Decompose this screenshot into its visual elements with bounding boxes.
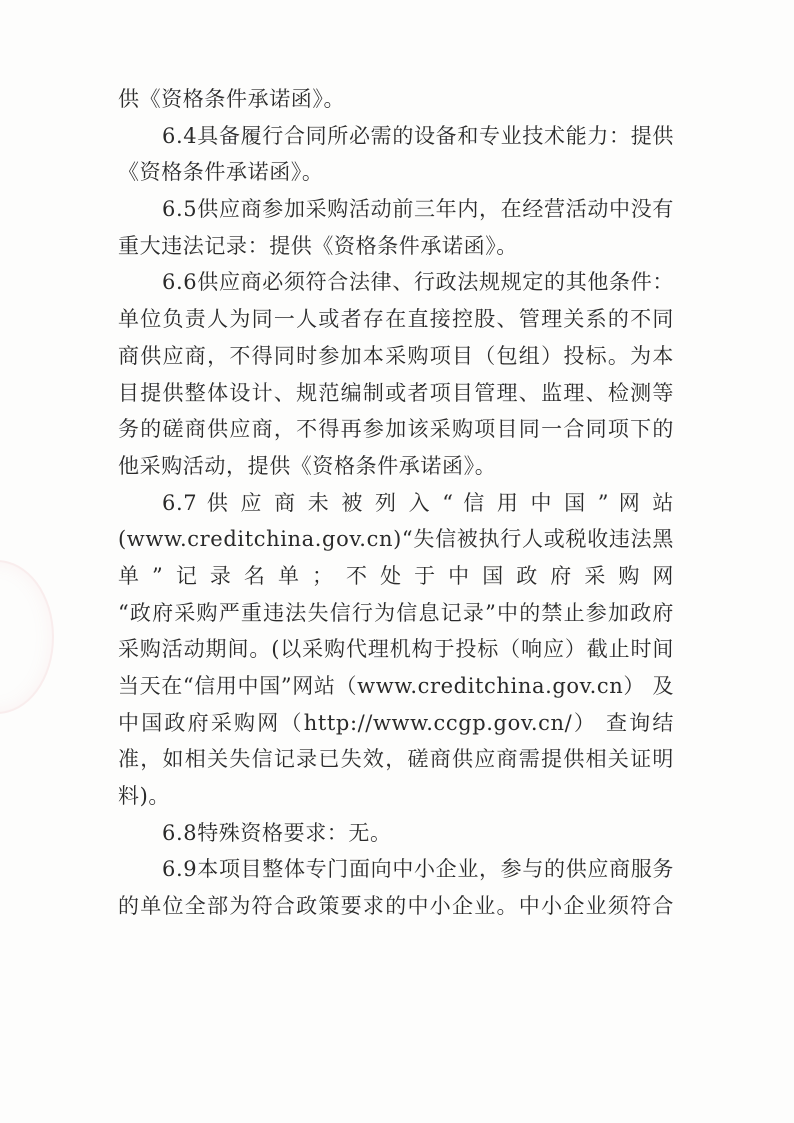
text-line: 中国政府采购网（http://www.ccgp.gov.cn/） 查询结: [118, 710, 674, 735]
text-line: 单”记录名单；不处于中国政府采购网: [118, 563, 674, 588]
text-line: 料)。: [118, 784, 170, 809]
text-line: 务的磋商供应商，不得再参加该采购项目同一合同项下的: [118, 417, 674, 442]
text-line: 供《资格条件承诺函》。: [118, 87, 346, 111]
text-line: “政府采购严重违法失信行为信息记录”中的禁止参加政府: [118, 600, 674, 625]
text-line: 6.9本项目整体专门面向中小企业，参与的供应商服务: [162, 857, 674, 882]
text-line: 6.7 供 应 商 未 被 列 入 “ 信 用 中 国 ” 网 站: [162, 490, 674, 515]
text-line: 单位负责人为同一人或者存在直接控股、管理关系的不同: [118, 307, 674, 332]
text-line: (www.creditchina.gov.cn)“失信被执行人或税收违法黑: [118, 527, 674, 552]
text-line: 目提供整体设计、规范编制或者项目管理、监理、检测等: [118, 380, 674, 405]
text-line: 商供应商，不得同时参加本采购项目（包组）投标。为本: [118, 343, 674, 368]
text-line: 6.8特殊资格要求：无。: [162, 820, 392, 845]
text-line: 6.5供应商参加采购活动前三年内，在经营活动中没有: [162, 197, 674, 222]
text-line: 当天在“信用中国”网站（www.creditchina.gov.cn） 及: [118, 674, 674, 698]
text-line: 《资格条件承诺函》。: [118, 160, 324, 185]
text-line: 准，如相关失信记录已失效，磋商供应商需提供相关证明: [118, 747, 674, 772]
text-line: 6.6供应商必须符合法律、行政法规规定的其他条件：: [162, 270, 674, 295]
text-line: 6.4具备履行合同所必需的设备和专业技术能力：提供: [162, 123, 674, 148]
text-line: 采购活动期间。(以采购代理机构于投标（响应）截止时间: [118, 637, 674, 662]
seal-stamp-edge: [0, 560, 54, 714]
text-line: 的单位全部为符合政策要求的中小企业。中小企业须符合: [118, 894, 674, 919]
document-body: [118, 81, 674, 925]
text-line: 他采购活动，提供《资格条件承诺函》。: [118, 453, 497, 478]
text-line: 重大违法记录：提供《资格条件承诺函》。: [118, 233, 518, 258]
